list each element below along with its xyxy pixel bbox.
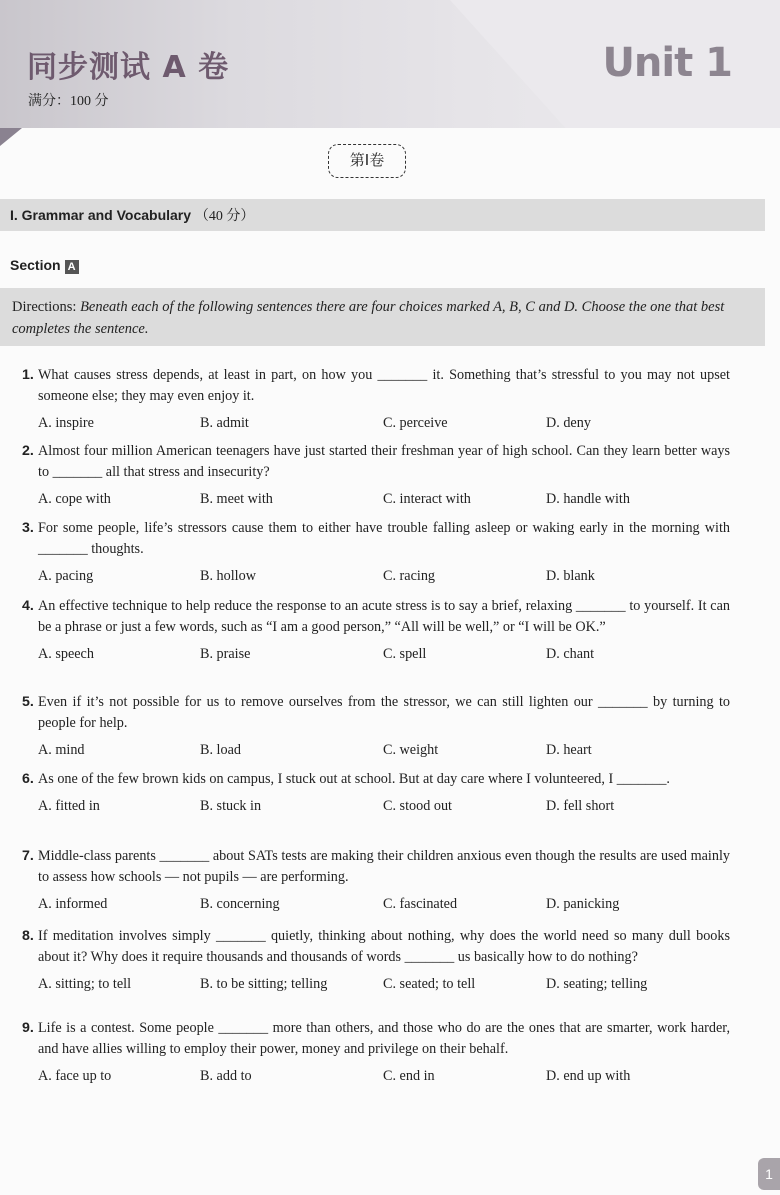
question-number: 1. xyxy=(22,367,34,383)
question-stem: What causes stress depends, at least in part, on how you _______ it. Something that’s stressful to you may not upset someone else; they may even enjoy it. xyxy=(38,367,730,404)
question-5 xyxy=(22,692,730,762)
question-4 xyxy=(22,596,730,666)
question-number: 3. xyxy=(22,520,34,536)
part-points: （40 分） xyxy=(194,209,255,224)
section-heading xyxy=(10,257,79,274)
option-c: C. interact with xyxy=(383,491,471,507)
question-stem: An effective technique to help reduce the response to an acute stress is to say a brief, relaxing _______ to yourself. It can be a phrase or just a few words, such as “I am a good person,” “All will be well,” or “I will be OK.” xyxy=(38,598,730,635)
corner-decoration xyxy=(0,128,22,146)
directions-text: Beneath each of the following sentences there are four choices marked A, B, C and D. Choose the one that best completes the sentence. xyxy=(12,299,725,337)
full-score: 满分：100 分 xyxy=(28,94,109,109)
option-d: D. heart xyxy=(546,742,592,758)
option-c: C. weight xyxy=(383,742,439,758)
question-number: 9. xyxy=(22,1020,34,1036)
options xyxy=(22,644,730,666)
option-c: C. racing xyxy=(383,568,436,584)
option-a: A. pacing xyxy=(38,568,94,584)
option-a: A. speech xyxy=(38,646,94,662)
part-heading xyxy=(0,199,765,231)
paper-label: 第Ⅰ卷 xyxy=(328,144,406,178)
option-b: B. hollow xyxy=(200,568,256,584)
question-number: 6. xyxy=(22,771,34,787)
options xyxy=(22,1066,730,1088)
part-title: I. Grammar and Vocabulary xyxy=(10,207,192,223)
directions xyxy=(0,288,765,346)
option-b: B. stuck in xyxy=(200,798,262,814)
option-a: A. informed xyxy=(38,896,108,912)
options xyxy=(22,974,730,996)
option-a: A. sitting; to tell xyxy=(38,976,132,992)
question-number: 7. xyxy=(22,848,34,864)
option-b: B. load xyxy=(200,742,241,758)
option-b: B. meet with xyxy=(200,491,273,507)
option-d: D. end up with xyxy=(546,1068,631,1084)
option-a: A. mind xyxy=(38,742,85,758)
page-number: 1 xyxy=(758,1158,780,1190)
question-7 xyxy=(22,846,730,916)
option-a: A. inspire xyxy=(38,415,94,431)
question-stem: Life is a contest. Some people _______ more than others, and those who do are the ones that are smarter, work harder, and have allies willing to employ their power, money and privilege on their behalf. xyxy=(38,1020,730,1057)
options xyxy=(22,413,730,435)
option-a: A. face up to xyxy=(38,1068,112,1084)
option-b: B. admit xyxy=(200,415,249,431)
options xyxy=(22,740,730,762)
question-number: 8. xyxy=(22,928,34,944)
question-6 xyxy=(22,769,730,818)
question-9 xyxy=(22,1018,730,1088)
option-c: C. fascinated xyxy=(383,896,458,912)
question-stem: As one of the few brown kids on campus, I stuck out at school. But at day care where I volunteered, I _______. xyxy=(38,771,670,787)
options xyxy=(22,894,730,916)
question-number: 2. xyxy=(22,443,34,459)
question-stem: Even if it’s not possible for us to remove ourselves from the stressor, we can still lighten our _______ by turning to people for help. xyxy=(38,694,730,731)
option-a: A. fitted in xyxy=(38,798,100,814)
option-d: D. chant xyxy=(546,646,595,662)
option-b: B. to be sitting; telling xyxy=(200,976,328,992)
question-number: 4. xyxy=(22,598,34,614)
option-d: D. blank xyxy=(546,568,595,584)
directions-label: Directions: xyxy=(12,299,77,315)
question-8 xyxy=(22,926,730,996)
question-stem: For some people, life’s stressors cause them to either have trouble falling asleep or waking early in the morning with _______ thoughts. xyxy=(38,520,730,557)
option-d: D. seating; telling xyxy=(546,976,648,992)
option-b: B. add to xyxy=(200,1068,252,1084)
option-d: D. panicking xyxy=(546,896,620,912)
options xyxy=(22,489,730,511)
option-d: D. fell short xyxy=(546,798,615,814)
option-c: C. end in xyxy=(383,1068,435,1084)
page-header xyxy=(0,0,780,128)
question-stem: If meditation involves simply _______ quietly, thinking about nothing, why does the world need so many dull books about it? Why does it require thousands and thousands of words _______ us basically how to do nothing? xyxy=(38,928,730,965)
option-b: B. praise xyxy=(200,646,251,662)
question-number: 5. xyxy=(22,694,34,710)
section-letter: A xyxy=(65,260,79,274)
options xyxy=(22,796,730,818)
question-2 xyxy=(22,441,730,511)
question-3 xyxy=(22,518,730,588)
option-c: C. stood out xyxy=(383,798,452,814)
option-c: C. seated; to tell xyxy=(383,976,476,992)
option-c: C. perceive xyxy=(383,415,448,431)
question-stem: Middle-class parents _______ about SATs tests are making their children anxious even though the results are used mainly to assess how schools — not pupils — are performing. xyxy=(38,848,730,885)
option-a: A. cope with xyxy=(38,491,111,507)
option-c: C. spell xyxy=(383,646,427,662)
option-d: D. deny xyxy=(546,415,591,431)
section-label: Section xyxy=(10,257,61,273)
options xyxy=(22,566,730,588)
question-1 xyxy=(22,365,730,435)
question-stem: Almost four million American teenagers have just started their freshman year of high school. Can they learn better ways to _______ all that stress and insecurity? xyxy=(38,443,730,480)
option-d: D. handle with xyxy=(546,491,630,507)
test-title: 同步测试 A 卷 xyxy=(27,50,230,85)
option-b: B. concerning xyxy=(200,896,280,912)
unit-label: Unit 1 xyxy=(602,40,732,86)
